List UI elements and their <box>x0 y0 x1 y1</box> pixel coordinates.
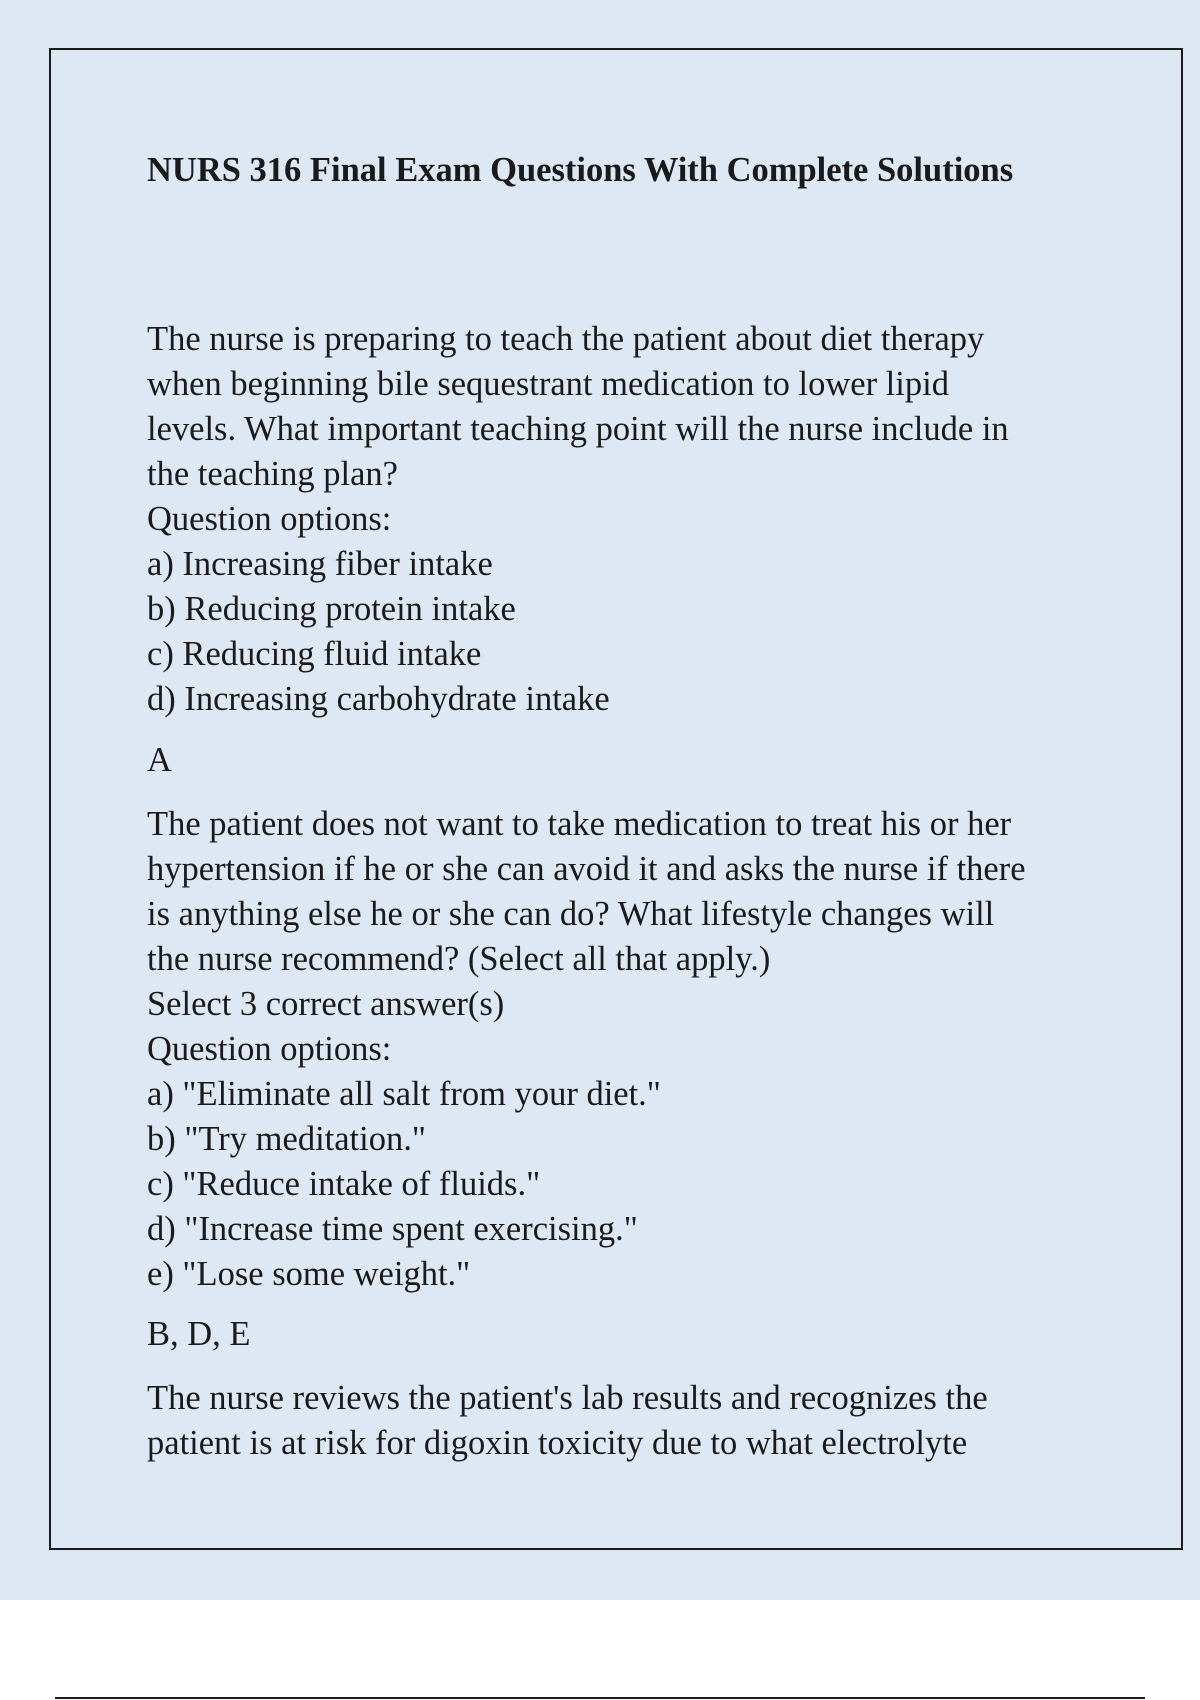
question-2-line: The patient does not want to take medication to treat his or her <box>147 805 1012 843</box>
option-a: a) Increasing fiber intake <box>147 545 493 583</box>
question-options-label: Question options: <box>147 500 392 538</box>
answer-1: A <box>147 741 172 779</box>
option-a: a) "Eliminate all salt from your diet." <box>147 1075 661 1113</box>
question-3-line: The nurse reviews the patient's lab results and recognizes the <box>147 1379 988 1417</box>
option-e: e) "Lose some weight." <box>147 1255 471 1293</box>
question-1 <box>147 317 1147 722</box>
question-1-line: levels. What important teaching point will the nurse include in <box>147 410 1009 448</box>
document-frame <box>49 48 1183 1550</box>
document-title: NURS 316 Final Exam Questions With Complete Solutions <box>147 151 1014 189</box>
option-c: c) Reducing fluid intake <box>147 635 482 673</box>
question-options-label: Question options: <box>147 1030 392 1068</box>
option-c: c) "Reduce intake of fluids." <box>147 1165 541 1203</box>
question-2-line: the nurse recommend? (Select all that apply.) <box>147 940 771 978</box>
question-2-line: hypertension if he or she can avoid it and asks the nurse if there <box>147 850 1026 888</box>
option-d: d) "Increase time spent exercising." <box>147 1210 638 1248</box>
answer-2: B, D, E <box>147 1315 251 1353</box>
question-2 <box>147 802 1147 1297</box>
option-b: b) "Try meditation." <box>147 1120 426 1158</box>
question-1-line: The nurse is preparing to teach the patient about diet therapy <box>147 320 985 358</box>
option-b: b) Reducing protein intake <box>147 590 516 628</box>
question-2-line: is anything else he or she can do? What lifestyle changes will <box>147 895 995 933</box>
footer-divider <box>55 1697 1145 1699</box>
question-1-line: when beginning bile sequestrant medication to lower lipid <box>147 365 949 403</box>
select-count-note: Select 3 correct answer(s) <box>147 985 505 1023</box>
option-d: d) Increasing carbohydrate intake <box>147 680 610 718</box>
question-3 <box>147 1376 1147 1466</box>
question-3-line: patient is at risk for digoxin toxicity due to what electrolyte <box>147 1424 968 1462</box>
question-1-line: the teaching plan? <box>147 455 398 493</box>
